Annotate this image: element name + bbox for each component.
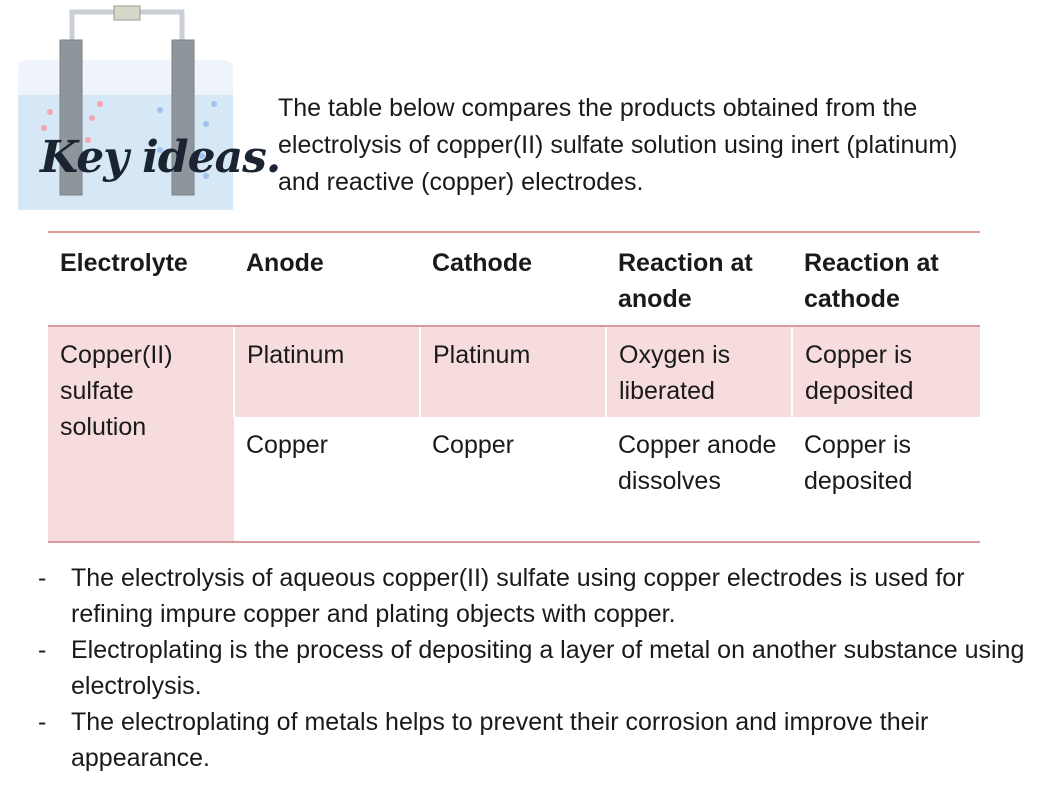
header-electrolyte: Electrolyte: [48, 232, 234, 326]
table-row: [48, 326, 980, 417]
list-item: [38, 704, 1038, 776]
header-reaction-anode: Reaction at anode: [606, 232, 792, 326]
products-table: [48, 231, 980, 543]
notes-list: [38, 560, 1038, 776]
header-reaction-cathode: Reaction at cathode: [792, 232, 980, 326]
header-anode: Anode: [234, 232, 420, 326]
header-cathode: Cathode: [420, 232, 606, 326]
list-item: [38, 632, 1038, 704]
anode-reaction-cell: Copper anode dissolves: [606, 417, 792, 542]
cathode-reaction-cell: Copper is deposited: [792, 417, 980, 542]
cathode-reaction-cell: Copper is deposited: [792, 326, 980, 417]
key-ideas-title: Key ideas.: [40, 132, 281, 183]
key-ideas-logo: [10, 0, 281, 220]
bullet-dash: -: [38, 564, 47, 592]
list-item: [38, 560, 1038, 632]
table-header-row: [48, 232, 980, 326]
intro-text: The table below compares the products obtained from the electrolysis of copper(II) sulfate solution using inert (platinum) and reactive (copper) electrodes.: [278, 94, 958, 196]
electrolysis-beaker-icon: [10, 0, 245, 220]
cathode-cell: Copper: [420, 417, 606, 542]
note-text: Electroplating is the process of depositing a layer of metal on another substance using electrolysis.: [71, 636, 1025, 700]
bullet-dash: -: [38, 708, 47, 736]
cathode-cell: Platinum: [420, 326, 606, 417]
anode-cell: Platinum: [234, 326, 420, 417]
bullet-dash: -: [38, 636, 47, 664]
anode-reaction-cell: Oxygen is liberated: [606, 326, 792, 417]
note-text: The electrolysis of aqueous copper(II) sulfate using copper electrodes is used for refining impure copper and plating objects with copper.: [71, 564, 965, 628]
note-text: The electroplating of metals helps to prevent their corrosion and improve their appearance.: [71, 708, 929, 772]
electrolyte-cell: Copper(II) sulfate solution: [48, 326, 234, 542]
anode-cell: Copper: [234, 417, 420, 542]
